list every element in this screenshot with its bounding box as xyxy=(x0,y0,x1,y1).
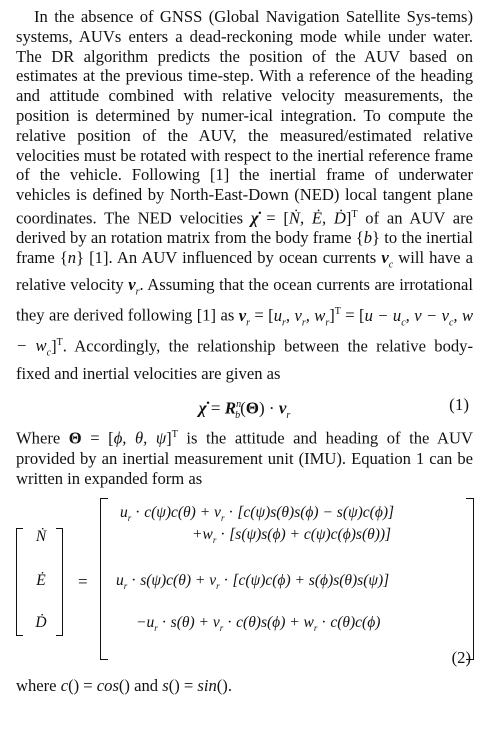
lhs-right-bracket xyxy=(56,528,63,636)
equals-sign: = xyxy=(78,572,88,592)
rhs-row-3: $-u_r \cdot s(\theta) + v_r \cdot c(\theta)s(\phi) + w_r \cdot c(\theta)c(\phi)$ xyxy=(136,614,381,634)
lhs-e-dot: Ė xyxy=(36,572,46,590)
body-paragraph-1: In the absence of GNSS (Global Navigation Satellite Sys-tems) systems, AUVs enters a dead-reckoning mode while under water. The DR algorithm predicts the position of the AUV based on estimates at the previous time-step. With a reference of the heading and attitude combined with relative velocity measurements, the position is determined by numer-ical integration. To compute the relative position of the AUV, the measured/estimated relative velocities must be rotated with respect to the inertial reference frame of the vehicle. Following [1] the inertial frame of underwater vehicles is defined by North-East-Down (NED) local tangent plane coordinates. The NED velocities χ̇ = [Ṅ, Ė, Ḋ]$^T$ of an AUV are derived by an rotation matrix from the body frame {b} to the inertial frame {n} [1]. An AUV influenced by ocean currents $v_c$ will have a relative velocity $v_r$. Assuming that the ocean currents are irrotational they are derived following [1] as $v_r = [u_r$, $v_r$, $w_r]^T = [u - u_c$, $v - v_c$, $w - w_c]^T$. Accordingly, the relationship between the relative body-fixed and inertial velocities are given as xyxy=(16,7,474,383)
rhs-right-bracket xyxy=(466,498,474,660)
body-paragraph-2: Where Θ = [ϕ, θ, ψ]$^T$ is the attitude and heading of the AUV provided by an inertial measurement unit (IMU). Equation 1 can be written in expanded form as xyxy=(16,428,473,488)
rhs-row-1a: $u_r \cdot c(\psi)c(\theta) + v_r \cdot [c(\psi)s(\theta)s(\phi) - s(\psi)c(\phi)]$ xyxy=(120,504,395,524)
lhs-d-dot: Ḋ xyxy=(35,614,47,632)
rhs-row-2: $u_r \cdot s(\psi)c(\theta) + v_r \cdot [c(\psi)c(\phi) + s(\phi)s(\theta)s(\psi)]$ xyxy=(116,572,390,592)
equation-2-number: (2) xyxy=(451,648,471,668)
footer-sentence: where c() = cos() and s() = sin(). xyxy=(16,676,232,696)
equation-2 xyxy=(16,498,473,670)
equation-2-lhs-vector xyxy=(16,498,66,670)
rhs-left-bracket xyxy=(100,498,108,660)
lhs-left-bracket xyxy=(16,528,23,636)
equation-1-body: χ̇ = $R^n_b(\Theta) \cdot v_r$ xyxy=(198,399,291,422)
rhs-row-1b: $+w_r \cdot [s(\psi)s(\phi) + c(\psi)c(\phi)s(\theta))$] xyxy=(192,526,392,546)
equation-1-number: (1) xyxy=(449,395,469,415)
lhs-n-dot: Ṅ xyxy=(35,528,47,546)
equation-1 xyxy=(16,393,473,422)
